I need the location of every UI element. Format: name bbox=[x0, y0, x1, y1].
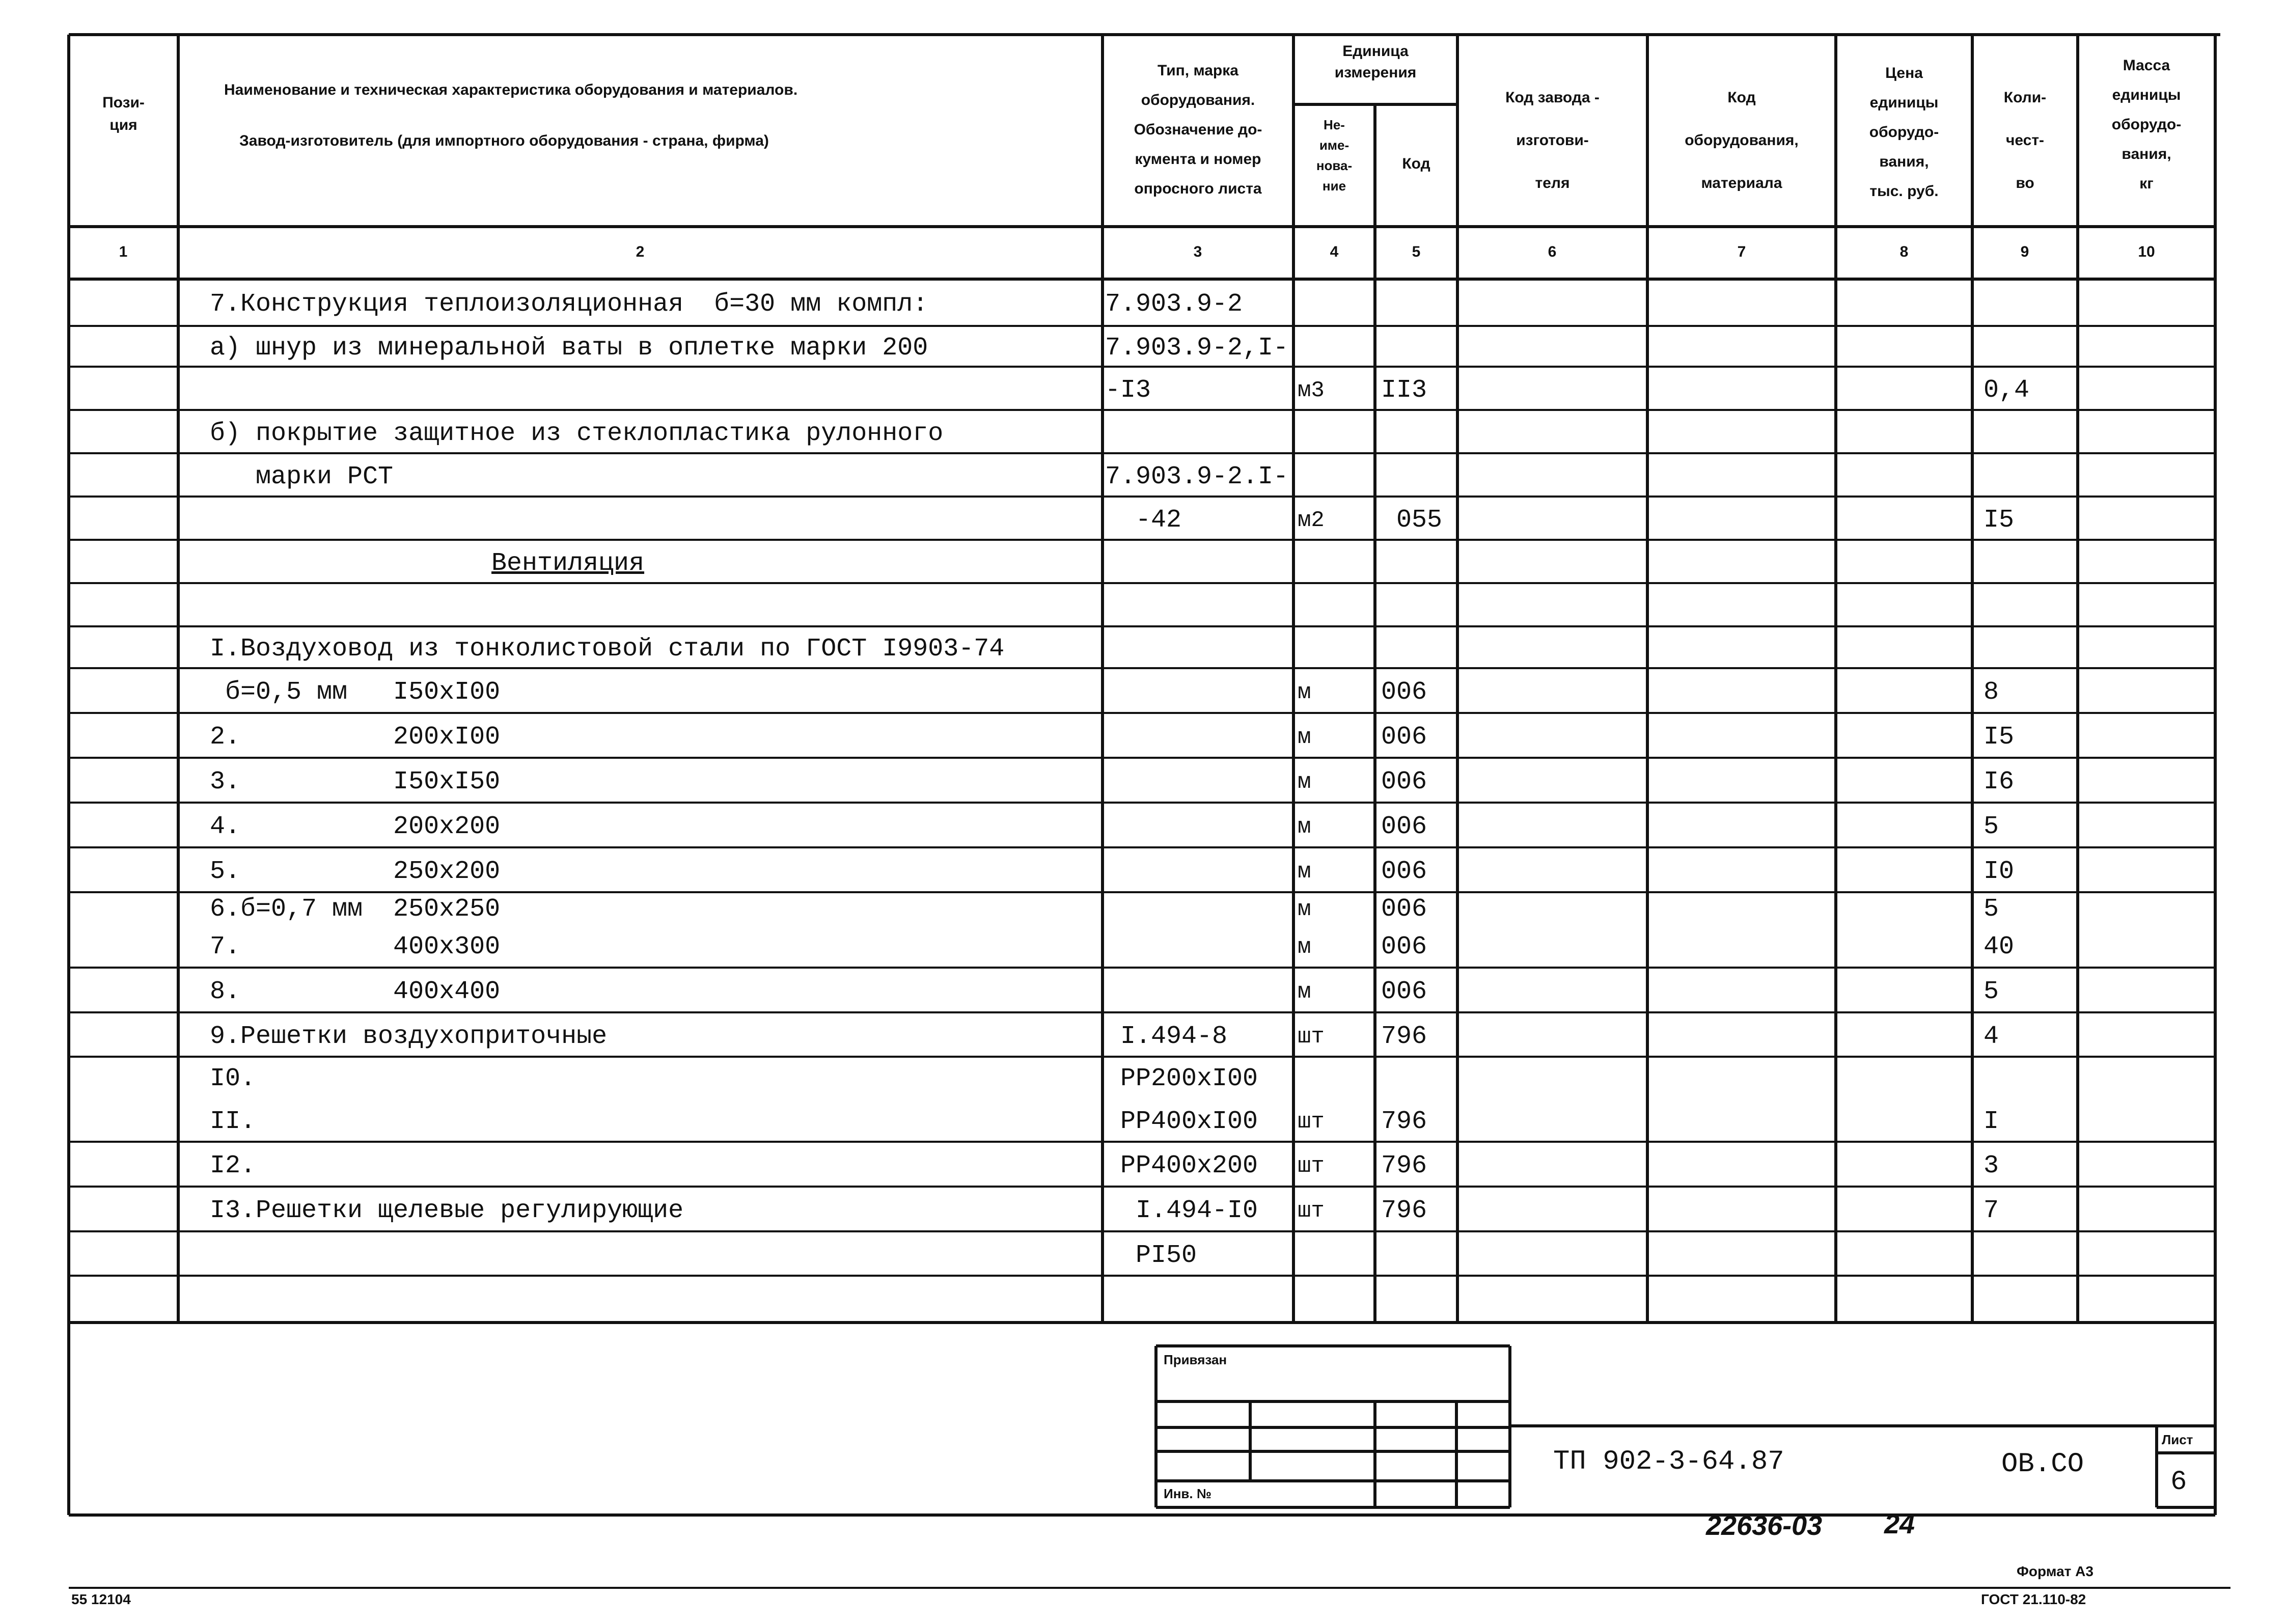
row-name: 6.б=0,7 мм 250x250 bbox=[210, 895, 501, 924]
header-type: Тип, марка оборудования. Обозначение до- кумента и номер опросного листа bbox=[1134, 62, 1262, 197]
row-unit-code: 006 bbox=[1381, 678, 1427, 707]
row-name: I2. bbox=[210, 1151, 256, 1180]
row-name: 8. 400x400 bbox=[210, 977, 501, 1006]
row-quantity: 40 bbox=[1984, 932, 2015, 961]
row-quantity: I5 bbox=[1984, 505, 2015, 535]
row-unit-code: 796 bbox=[1381, 1022, 1427, 1051]
row-document: PP400xI00 bbox=[1105, 1107, 1258, 1136]
header-position: Пози- ция bbox=[102, 94, 145, 133]
stamp-designation: ТП 902-3-64.87 bbox=[1553, 1446, 1784, 1477]
row-name: I3.Решетки щелевые регулирующие bbox=[210, 1196, 684, 1225]
row-unit: м bbox=[1298, 859, 1311, 885]
row-unit: м bbox=[1298, 934, 1311, 960]
row-quantity: I6 bbox=[1984, 767, 2015, 796]
stamp-code: ОВ.СО bbox=[2001, 1449, 2084, 1480]
column-number: 1 bbox=[119, 243, 128, 260]
column-number: 7 bbox=[1737, 243, 1746, 260]
column-number: 3 bbox=[1193, 243, 1202, 260]
row-name: б=0,5 мм I50xI00 bbox=[210, 678, 501, 707]
row-unit-code: 055 bbox=[1381, 505, 1443, 535]
row-name: марки РСТ bbox=[210, 462, 394, 491]
row-quantity: 4 bbox=[1984, 1022, 1999, 1051]
row-name: 7.Конструкция теплоизоляционная б=30 мм компл: bbox=[210, 290, 928, 319]
row-unit: м3 bbox=[1298, 377, 1325, 403]
row-unit: м bbox=[1298, 680, 1311, 705]
header-factory-code: Код завода - изготови- теля bbox=[1505, 89, 1600, 191]
row-quantity: 0,4 bbox=[1984, 375, 2030, 405]
row-document: I.494-8 bbox=[1105, 1022, 1228, 1051]
row-name: 2. 200xI00 bbox=[210, 723, 501, 752]
row-unit: м2 bbox=[1298, 507, 1325, 533]
row-unit: м bbox=[1298, 897, 1311, 922]
column-number: 9 bbox=[2020, 243, 2029, 260]
row-unit-code: 006 bbox=[1381, 932, 1427, 961]
row-unit: шт bbox=[1298, 1153, 1325, 1179]
header-name-line2: Завод-изготовитель (для импортного оборудования - страна, фирма) bbox=[239, 132, 769, 149]
row-name: а) шнур из минеральной ваты в оплетке марки 200 bbox=[210, 334, 928, 363]
row-unit-code: 796 bbox=[1381, 1196, 1427, 1225]
header-mass: Масса единицы оборудо- вания, кг bbox=[2111, 57, 2182, 192]
row-quantity: 5 bbox=[1984, 812, 1999, 841]
stamp-sheet-number: 6 bbox=[2170, 1467, 2187, 1498]
row-quantity: 7 bbox=[1984, 1196, 1999, 1225]
row-document: -42 bbox=[1105, 505, 1182, 535]
row-name: 9.Решетки воздухоприточные bbox=[210, 1022, 608, 1051]
row-quantity: 5 bbox=[1984, 895, 1999, 924]
stamp-privyazan: Привязан bbox=[1164, 1352, 1227, 1367]
column-number: 6 bbox=[1548, 243, 1557, 260]
stamp-sheet-label: Лист bbox=[2162, 1432, 2193, 1447]
header-quantity: Коли- чест- во bbox=[2003, 89, 2047, 191]
column-number: 2 bbox=[636, 243, 645, 260]
row-unit: м bbox=[1298, 979, 1311, 1005]
row-quantity: 3 bbox=[1984, 1151, 1999, 1180]
header-price: Цена единицы оборудо- вания, тыс. руб. bbox=[1869, 65, 1939, 200]
row-document: PP400x200 bbox=[1105, 1151, 1258, 1180]
header-name-line1: Наименование и техническая характеристика оборудования и материалов. bbox=[224, 81, 798, 98]
row-unit: шт bbox=[1298, 1024, 1325, 1050]
row-unit-code: II3 bbox=[1381, 375, 1427, 405]
header-unit-code: Код bbox=[1402, 155, 1430, 172]
row-unit: шт bbox=[1298, 1109, 1325, 1135]
stamp-inv: Инв. № bbox=[1164, 1486, 1211, 1501]
row-document: 7.903.9-2.I- bbox=[1105, 462, 1289, 491]
handwritten-number: 22636-03 bbox=[1706, 1510, 1823, 1541]
format-label: Формат А3 bbox=[2017, 1563, 2094, 1579]
header-unit-name: Не- име- нова- ние bbox=[1316, 117, 1353, 194]
header-equipment-code: Код оборудования, материала bbox=[1685, 89, 1799, 191]
row-name: I.Воздуховод из тонколистовой стали по ГОСТ I9903-74 bbox=[210, 635, 1005, 664]
row-unit: м bbox=[1298, 769, 1311, 795]
row-quantity: 5 bbox=[1984, 977, 1999, 1006]
row-document: 7.903.9-2,I- bbox=[1105, 334, 1289, 363]
row-name: Вентиляция bbox=[491, 548, 645, 578]
row-name: 7. 400x300 bbox=[210, 932, 501, 961]
row-name: 5. 250x200 bbox=[210, 857, 501, 886]
row-unit-code: 006 bbox=[1381, 857, 1427, 886]
gost-label: ГОСТ 21.110-82 bbox=[1981, 1591, 2086, 1607]
row-unit-code: 006 bbox=[1381, 723, 1427, 752]
row-name: б) покрытие защитное из стеклопластика рулонного bbox=[210, 419, 944, 448]
column-number: 5 bbox=[1412, 243, 1421, 260]
row-quantity: I bbox=[1984, 1107, 1999, 1136]
row-name: I0. bbox=[210, 1064, 256, 1093]
row-document: PP200xI00 bbox=[1105, 1064, 1258, 1093]
row-name: II. bbox=[210, 1107, 256, 1136]
header-unit-group: Единица измерения bbox=[1334, 43, 1417, 81]
row-document: -I3 bbox=[1105, 375, 1151, 405]
row-unit-code: 006 bbox=[1381, 895, 1427, 924]
left-code: 55 12104 bbox=[71, 1591, 131, 1607]
row-name: 4. 200x200 bbox=[210, 812, 501, 841]
row-unit: м bbox=[1298, 725, 1311, 750]
row-document: 7.903.9-2 bbox=[1105, 290, 1243, 319]
column-number: 4 bbox=[1330, 243, 1339, 260]
row-unit-code: 796 bbox=[1381, 1107, 1427, 1136]
row-quantity: I0 bbox=[1984, 857, 2015, 886]
column-number: 8 bbox=[1899, 243, 1909, 260]
row-unit-code: 006 bbox=[1381, 812, 1427, 841]
row-quantity: 8 bbox=[1984, 678, 1999, 707]
row-unit-code: 796 bbox=[1381, 1151, 1427, 1180]
row-document: I.494-I0 bbox=[1105, 1196, 1258, 1225]
row-quantity: I5 bbox=[1984, 723, 2015, 752]
row-name: 3. I50xI50 bbox=[210, 767, 501, 796]
column-number: 10 bbox=[2138, 243, 2155, 260]
row-unit: м bbox=[1298, 814, 1311, 840]
row-unit-code: 006 bbox=[1381, 767, 1427, 796]
row-document: PI50 bbox=[1105, 1241, 1197, 1270]
handwritten-number-2: 24 bbox=[1884, 1509, 1915, 1539]
row-unit-code: 006 bbox=[1381, 977, 1427, 1006]
row-unit: шт bbox=[1298, 1198, 1325, 1224]
